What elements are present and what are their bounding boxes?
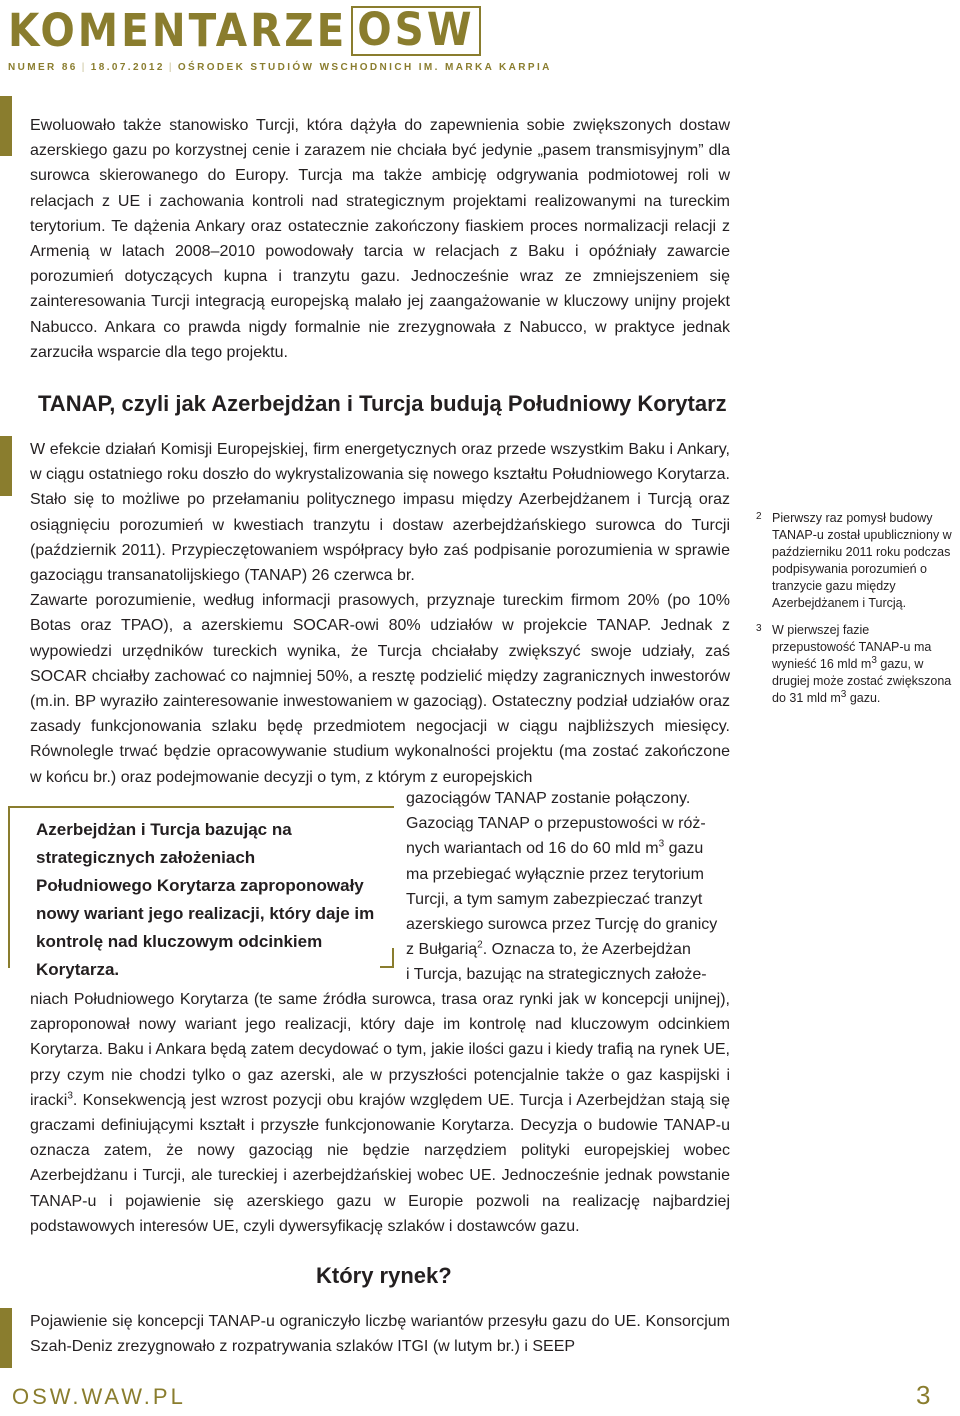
section-heading-tanap: TANAP, czyli jak Azerbejdżan i Turcja budują Południowy Korytarz bbox=[38, 391, 727, 416]
masthead bbox=[8, 3, 552, 73]
section-marker bbox=[0, 1308, 12, 1368]
publication-title bbox=[8, 3, 552, 57]
issue-line: NUMER 86 | 18.07.2012 | OŚRODEK STUDIÓW WSCHODNICH IM. MARKA KARPIA bbox=[8, 62, 552, 73]
title-osw-box: OSW bbox=[351, 6, 480, 56]
footnote-2: 2 Pierwszy raz pomysł budowy TANAP-u został upubliczniony w październiku 2011 roku podczas podpisywania porozumień o tranzycie gazu między Azerbejdżanem i Turcją. bbox=[756, 511, 952, 610]
pullquote-corner bbox=[380, 948, 394, 968]
issue-number: NUMER 86 bbox=[8, 62, 78, 73]
paragraph-4: niach Południowego Korytarza (te same źródła surowca, trasa oraz rynki jak w koncepcji unijnej), zaproponował nowy wariant jego realizacji, który daje im kontrolę nad kluczowym odcinkiem Korytarza. Baku i Ankara będą zatem decydować o tym, jakie ilości gazu i kiedy trafią na rynek UE, przy czym nie chodzi tylko o gaz azerski, ale w przyszłości potencjalnie także o gaz kaspijski i iracki$^3$. Konsekwencją jest wzrost pozycji obu krajów względem UE. Turcja i Azerbejdżan stają się graczami definiującymi kształt i przyszłe funkcjonowanie Korytarza. Decyzja o budowie TANAP-u oznacza zatem, że nowy gazociąg nie będzie narzędziem polityki europejskiej wobec Azerbejdżanu i Turcji, ale tureckiej i azerbejdżańskiej wobec UE. Jednocześnie jednak powstanie TANAP-u i pojawienie się azerskiego gazu w Europie pozwoli na realizację najbardziej podstawowych interesów UE, czyli dywersyfikację szlaków i dostawców gazu. bbox=[30, 991, 730, 1235]
footer-url[interactable]: OSW.WAW.PL bbox=[12, 1384, 186, 1409]
footnote-3: 3 W pierwszej fazie przepustowość TANAP-u ma wynieść 16 mld $m^3$ gazu, w drugiej może zostać zwiększona do 31 mld $m^3$ gazu. bbox=[756, 623, 952, 705]
section-marker bbox=[0, 96, 12, 156]
section-heading-market: Który rynek? bbox=[316, 1263, 452, 1288]
title-text: KOMENTARZE bbox=[8, 4, 348, 57]
paragraph-5: Pojawienie się koncepcji TANAP-u ograniczyło liczbę wariantów przesyłu gazu do UE. Konsorcjum Szah-Deniz zrezygnowało z rozpatrywania szlaków ITGI (w lutym br.) i SEEP bbox=[30, 1313, 730, 1356]
paragraph-1: Ewoluowało także stanowisko Turcji, która dążyła do zapewnienia sobie zwiększonych dostaw azerskiego gazu po korzystnej cenie i zarazem nie chciała być jedynie „pasem transmisyjnym” dla surowca skierowanego do Europy. Turcja ma także ambicję odgrywania podmiotowej roli w relacjach z UE i zachowania kontroli nad strategicznym projektami realizowanymi na tureckim terytorium. Te dążenia Ankary oraz ostatecznie zakończony fiaskiem proces normalizacji relacji z Armenią w latach 2008–2010 powodowały tarcia w relacjach z Baku i opóźniały zawarcie porozumień dotyczących kupna i tranzytu gazu. Jednocześnie wraz ze zmniejszeniem się zainteresowania Turcji integracją europejską malało jej zaangażowanie w kluczowy unijny projekt Nabucco. Ankara co prawda nigdy formalnie nie zrezygnowała z Nabucco, w praktyce jednak zarzuciła wsparcie dla tego projektu. bbox=[30, 117, 730, 361]
issue-date: 18.07.2012 bbox=[90, 62, 165, 73]
page-number: 3 bbox=[916, 1380, 931, 1410]
wrapped-column: gazociągów TANAP zostanie połączony. Gazociąg TANAP o przepustowości w róż- nych wariantach od 16 do 60 mld $m^3$ gazu ma przebiegać wyłącznie przez terytorium Turcji, a tym samym zabezpieczać tranzyt azerskiego surowca przez Turcję do granicy z Bułgarią$^2$. Oznacza to, że Azerbejdżan i Turcja, bazując na strategicznych założe- bbox=[406, 790, 718, 984]
footnotes bbox=[756, 510, 952, 717]
pullquote: Azerbejdżan i Turcja bazując na strategicznych założeniach Południowego Korytarza zaproponowały nowy wariant jego realizacji, który daje im kontrolę nad kluczowym odcinkiem Korytarza. bbox=[36, 820, 375, 979]
publisher-name: OŚRODEK STUDIÓW WSCHODNICH IM. MARKA KARPIA bbox=[177, 62, 552, 73]
paragraph-2: W efekcie działań Komisji Europejskiej, firm energetycznych oraz przede wszystkim Baku i Ankary, w ciągu ostatniego roku doszło do wykrystalizowania się nowego kształtu Południowego Korytarza. Stało się to możliwe po przełamaniu politycznego impasu między Azerbejdżanem i Turcją oraz osiągnięciu porozumień w kwestiach tranzytu i dostaw azerbejdżańskiego surowca do Turcji (październik 2011). Przypieczętowaniem współpracy było zaś podpisanie porozumienia w sprawie gazociągu transanatolijskiego (TANAP) 26 czerwca br. Zawarte porozumienie, według informacji prasowych, przyznaje tureckim firmom 20% (po 10% Botas oraz TPAO), a azerskiemu SOCAR-owi 80% udziałów w projekcie TANAP. Jednak z wypowiedzi urzędników tureckich wynika, że Turcja chciałaby zwiększyć swoje udziały, zaś SOCAR chciałby zachować co najmniej 50%, a resztę podzielić między zagranicznych inwestorów (m.in. BP wyraziło zainteresowanie inwestowaniem w gazociąg). Ostateczny podział udziałów oraz zasady funkcjonowania szlaku będę przedmiotem negocjacji w ciągu najbliższych miesięcy. Równolegle trwać będzie opracowywanie studium wykonalności projektu (ma zostać zakończone w końcu br.) oraz podejmowanie decyzji o tym, z którym z europejskich bbox=[30, 441, 730, 786]
section-marker bbox=[0, 436, 12, 496]
